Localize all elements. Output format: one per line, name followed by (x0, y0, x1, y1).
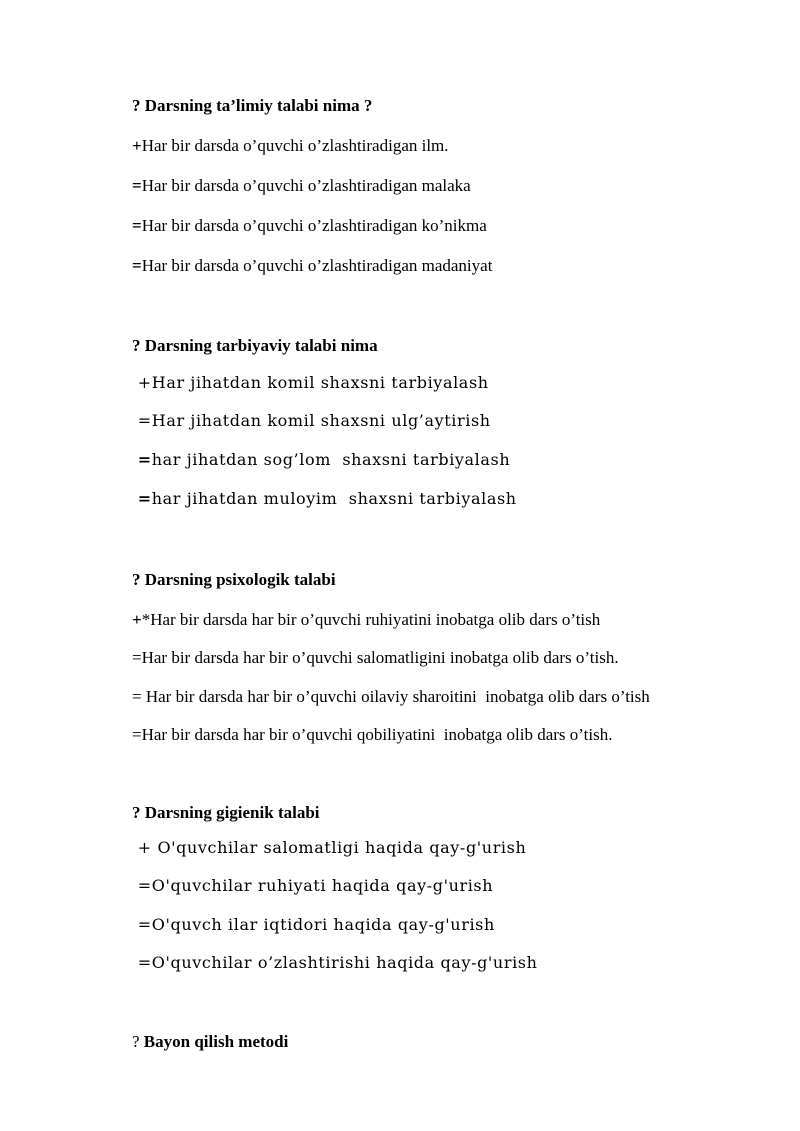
answer-marker: + (137, 838, 152, 857)
question-text: Darsning tarbiyaviy talabi nima (144, 336, 378, 355)
answer-marker: = (137, 953, 152, 972)
answer-marker: = (132, 176, 142, 195)
answer-text: Har bir darsda o’quvchi o’zlashtiradigan ilm. (141, 136, 449, 155)
question-prefix: ? (132, 336, 145, 355)
answer-text: O'quvch ilar iqtidori haqida qay-g'urish (151, 915, 495, 934)
answer-marker: = (132, 725, 142, 744)
question-prefix: ? (132, 96, 145, 115)
answer-text: Har bir darsda o’quvchi o’zlashtiradigan madaniyat (141, 256, 493, 275)
question-text: Darsning psixologik talabi (144, 570, 336, 589)
answer-option (115, 709, 612, 760)
question-text: Darsning ta’limiy talabi nima ? (144, 96, 373, 115)
answer-text: Har jihatdan komil shaxsni ulg’aytirish (151, 411, 491, 430)
answer-text: Har jihatdan komil shaxsni tarbiyalash (151, 373, 489, 392)
answer-text: Har bir darsda har bir o’quvchi qobiliyatini inobatga olib dars o’tish. (141, 725, 613, 744)
answer-text: O'quvchilar ruhiyati haqida qay-g'urish (151, 876, 494, 895)
answer-marker: + (137, 373, 152, 392)
answer-text: *Har bir darsda har bir o’quvchi ruhiyatini inobatga olib dars o’tish (141, 610, 601, 629)
question-prefix: ? (132, 1032, 144, 1051)
answer-option (115, 240, 492, 291)
answer-text: har jihatdan muloyim shaxsni tarbiyalash (151, 489, 517, 508)
answer-marker: = (137, 411, 152, 430)
answer-text: Har bir darsda har bir o’quvchi salomatligini inobatga olib dars o’tish. (141, 648, 619, 667)
answer-marker: + (132, 610, 142, 629)
answer-marker: = (137, 915, 152, 934)
answer-option (115, 939, 538, 987)
answer-text: Har bir darsda har bir o’quvchi oilaviy sharoitini inobatga olib dars o’tish (141, 687, 650, 706)
answer-text: Har bir darsda o’quvchi o’zlashtiradigan ko’nikma (141, 216, 487, 235)
question-prefix: ? (132, 803, 145, 822)
answer-text: O'quvchilar salomatligi haqida qay-g'urish (151, 838, 527, 857)
answer-marker: = (132, 648, 142, 667)
question-text: Bayon qilish metodi (143, 1032, 289, 1051)
answer-marker: = (137, 876, 152, 895)
answer-marker: = (137, 450, 152, 469)
question-prefix: ? (132, 570, 145, 589)
answer-marker: = (132, 256, 142, 275)
answer-marker: = (132, 687, 142, 706)
answer-marker: + (132, 136, 142, 155)
question-title (115, 1016, 288, 1067)
answer-text: har jihatdan sog’lom shaxsni tarbiyalash (151, 450, 511, 469)
question-text: Darsning gigienik talabi (144, 803, 320, 822)
answer-text: O'quvchilar o’zlashtirishi haqida qay-g'urish (151, 953, 538, 972)
answer-option (115, 475, 517, 523)
answer-marker: = (132, 216, 142, 235)
answer-marker: = (137, 489, 152, 508)
answer-text: Har bir darsda o’quvchi o’zlashtiradigan malaka (141, 176, 471, 195)
